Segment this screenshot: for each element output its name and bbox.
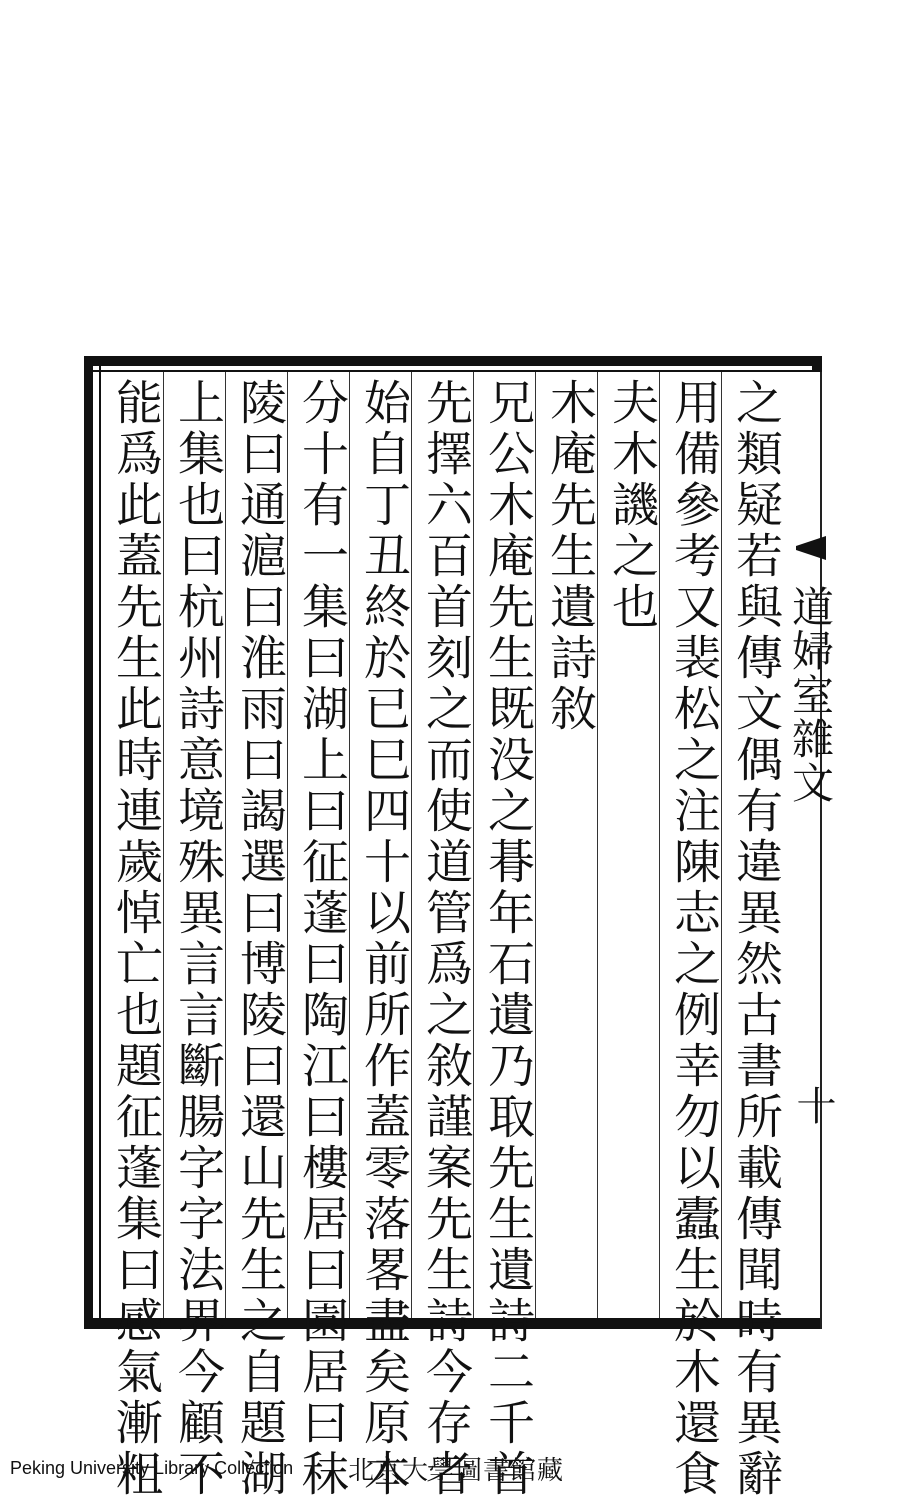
column-rule <box>535 372 536 1318</box>
text-column-5: 兄公木庵先生既没之朞年石遺乃取先生遺詩二千首 <box>480 378 535 1500</box>
text-column-11: 能爲此蓋先生此時連歲悼亡也題征蓬集曰感氣漸粗 <box>108 378 163 1500</box>
column-rule <box>721 372 722 1318</box>
fold-line <box>820 356 822 1329</box>
fold-top-mark <box>812 356 822 372</box>
column-rule <box>411 372 412 1318</box>
collection-credit-cn: 北京大學圖書館藏 <box>348 1456 565 1486</box>
text-column-10: 上集也曰杭州詩意境殊異言言斷腸字字法界今顧不 <box>170 378 225 1500</box>
text-column-1: 之類疑若與傳文偶有違異然古書所載傳聞時有異辭 <box>728 378 783 1500</box>
text-column-9: 陵曰通滬曰淮雨曰謁選曰博陵曰還山先生之自題湖 <box>232 378 287 1500</box>
text-column-2: 用備參考又裴松之注陳志之例幸勿以蠹生於木還食 <box>666 378 721 1500</box>
column-rule <box>287 372 288 1318</box>
column-rule <box>349 372 350 1318</box>
frame-top-inner-rule <box>84 370 820 372</box>
column-rule <box>163 372 164 1318</box>
column-rule <box>225 372 226 1318</box>
fold-title: 道婦室雜文 <box>786 585 835 805</box>
text-column-8: 分十有一集曰湖上曰征蓬曰陶江曰樓居曰園居曰秣 <box>294 378 349 1500</box>
text-column-6: 先擇六百首刻之而使道管爲之敘謹案先生詩今存者 <box>418 378 473 1500</box>
column-rule <box>597 372 598 1318</box>
frame-left-inner-rule <box>99 366 101 1318</box>
frame-left-border <box>84 356 93 1329</box>
fold-page-number: 十 <box>790 1085 836 1125</box>
column-rule <box>659 372 660 1318</box>
collection-credit-en: Peking University Library Collection <box>10 1458 294 1478</box>
fishtail-mark <box>796 536 826 560</box>
section-heading: 木庵先生遺詩敘 <box>542 378 597 735</box>
frame-top-border <box>84 356 820 366</box>
text-column-3: 夫木譏之也 <box>604 378 659 633</box>
column-rule <box>473 372 474 1318</box>
text-column-7: 始自丁丑終於已巳四十以前所作蓋零落畧盡矣原本 <box>356 378 411 1500</box>
